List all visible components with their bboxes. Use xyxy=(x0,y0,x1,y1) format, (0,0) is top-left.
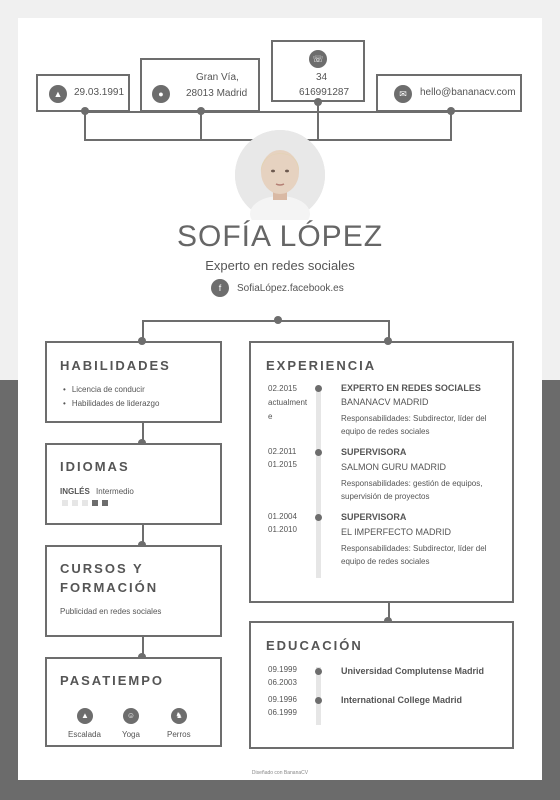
phone-box xyxy=(271,40,365,102)
phone-line2: 616991287 xyxy=(299,87,350,98)
rating-square xyxy=(82,500,88,506)
exp-desc: Responsabilidades: gestión de equipos, xyxy=(341,479,483,488)
exp-desc: Responsabilidades: Subdirector, líder del xyxy=(341,414,487,423)
language-level: Intermedio xyxy=(96,487,134,496)
location-pin-icon: ● xyxy=(152,85,170,103)
job-title: Experto en redes sociales xyxy=(205,258,355,273)
facebook-link[interactable]: SofiaLópez.facebook.es xyxy=(237,283,344,294)
edu-timeline-dot xyxy=(315,697,322,704)
edu-school: Universidad Complutense Madrid xyxy=(341,666,485,676)
yoga-icon: ☺ xyxy=(123,708,139,724)
footer-credit[interactable]: Diseñado con BananaCV xyxy=(251,770,309,776)
cake-icon: ▲ xyxy=(49,85,67,103)
exp-desc-cont: equipo de redes sociales xyxy=(341,427,430,436)
dot-birthdate xyxy=(81,107,89,115)
rating-square xyxy=(92,500,98,506)
dot-address xyxy=(197,107,205,115)
dot-phone xyxy=(314,98,322,106)
education-timeline xyxy=(316,667,321,725)
birthdate-text: 29.03.1991 xyxy=(74,87,125,98)
courses-title-line2: FORMACIÓN xyxy=(60,580,159,595)
skill-item: • Habilidades de liderazgo xyxy=(63,399,159,408)
dot-mid xyxy=(274,316,282,324)
education-title: EDUCACIÓN xyxy=(266,638,363,653)
skill-item: • Licencia de conducir xyxy=(63,385,145,394)
dot-skills-top xyxy=(138,337,146,345)
edu-school: International College Madrid xyxy=(341,695,463,705)
facebook-icon: f xyxy=(211,279,229,297)
language-row xyxy=(60,487,134,496)
course-item: Publicidad en redes sociales xyxy=(60,607,162,616)
avatar xyxy=(235,130,325,220)
edu-date-start: 09.1999 xyxy=(268,665,297,674)
language-name: INGLÉS xyxy=(60,487,90,496)
dot-experience-top xyxy=(384,337,392,345)
hobby-label: Yoga xyxy=(122,730,140,739)
exp-role: EXPERTO EN REDES SOCIALES xyxy=(341,383,481,393)
mid-connector-line xyxy=(142,320,390,322)
exp-desc: Responsabilidades: Subdirector, líder del xyxy=(341,544,487,553)
address-line2: 28013 Madrid xyxy=(186,88,248,99)
language-rating xyxy=(62,500,112,506)
address-box xyxy=(140,58,260,112)
envelope-icon: ✉ xyxy=(394,85,412,103)
skills-title: HABILIDADES xyxy=(60,358,171,373)
hobbies-box xyxy=(45,657,222,747)
courses-title-line1: CURSOS Y xyxy=(60,561,144,576)
languages-title: IDIOMAS xyxy=(60,459,130,474)
phone-icon: ☏ xyxy=(309,50,327,68)
exp-date-start: 02.2015 xyxy=(268,384,297,393)
exp-timeline-dot xyxy=(315,385,322,392)
dog-icon: ♞ xyxy=(171,708,187,724)
exp-company: SALMON GURU MADRID xyxy=(341,462,447,472)
climbing-icon: ▲ xyxy=(77,708,93,724)
rating-square xyxy=(62,500,68,506)
exp-role: SUPERVISORA xyxy=(341,512,407,522)
rating-square xyxy=(72,500,78,506)
exp-date-start: 01.2004 xyxy=(268,512,297,521)
avatar-portrait-icon xyxy=(235,130,325,220)
courses-box xyxy=(45,545,222,637)
hobby-label: Escalada xyxy=(68,730,101,739)
phone-line1: 34 xyxy=(316,72,328,83)
exp-date-end-cont: e xyxy=(268,412,273,421)
exp-date-end: 01.2010 xyxy=(268,525,297,534)
languages-box xyxy=(45,443,222,525)
experience-timeline xyxy=(316,387,321,578)
exp-timeline-dot xyxy=(315,514,322,521)
exp-desc-cont: supervisión de proyectos xyxy=(341,492,430,501)
exp-desc-cont: equipo de redes sociales xyxy=(341,557,430,566)
exp-company: BANANACV MADRID xyxy=(341,397,429,407)
exp-company: EL IMPERFECTO MADRID xyxy=(341,527,452,537)
hobby-label: Perros xyxy=(167,730,191,739)
experience-box xyxy=(249,341,514,603)
rating-square xyxy=(102,500,108,506)
email-text[interactable]: hello@bananacv.com xyxy=(420,87,516,98)
dot-email xyxy=(447,107,455,115)
full-name: SOFÍA LÓPEZ xyxy=(176,220,384,253)
education-box xyxy=(249,621,514,749)
exp-timeline-dot xyxy=(315,449,322,456)
exp-date-end: 01.2015 xyxy=(268,460,297,469)
address-line1: Gran Vía, xyxy=(196,72,239,83)
skills-box xyxy=(45,341,222,423)
hobbies-title: PASATIEMPO xyxy=(60,673,165,688)
exp-role: SUPERVISORA xyxy=(341,447,407,457)
edu-date-start: 09.1996 xyxy=(268,695,297,704)
exp-date-start: 02.2011 xyxy=(268,447,297,456)
edu-timeline-dot xyxy=(315,668,322,675)
edu-date-end: 06.1999 xyxy=(268,708,297,717)
cv-page xyxy=(18,18,542,780)
experience-title: EXPERIENCIA xyxy=(266,358,377,373)
edu-date-end: 06.2003 xyxy=(268,678,297,687)
exp-date-end: actualment xyxy=(268,398,308,407)
